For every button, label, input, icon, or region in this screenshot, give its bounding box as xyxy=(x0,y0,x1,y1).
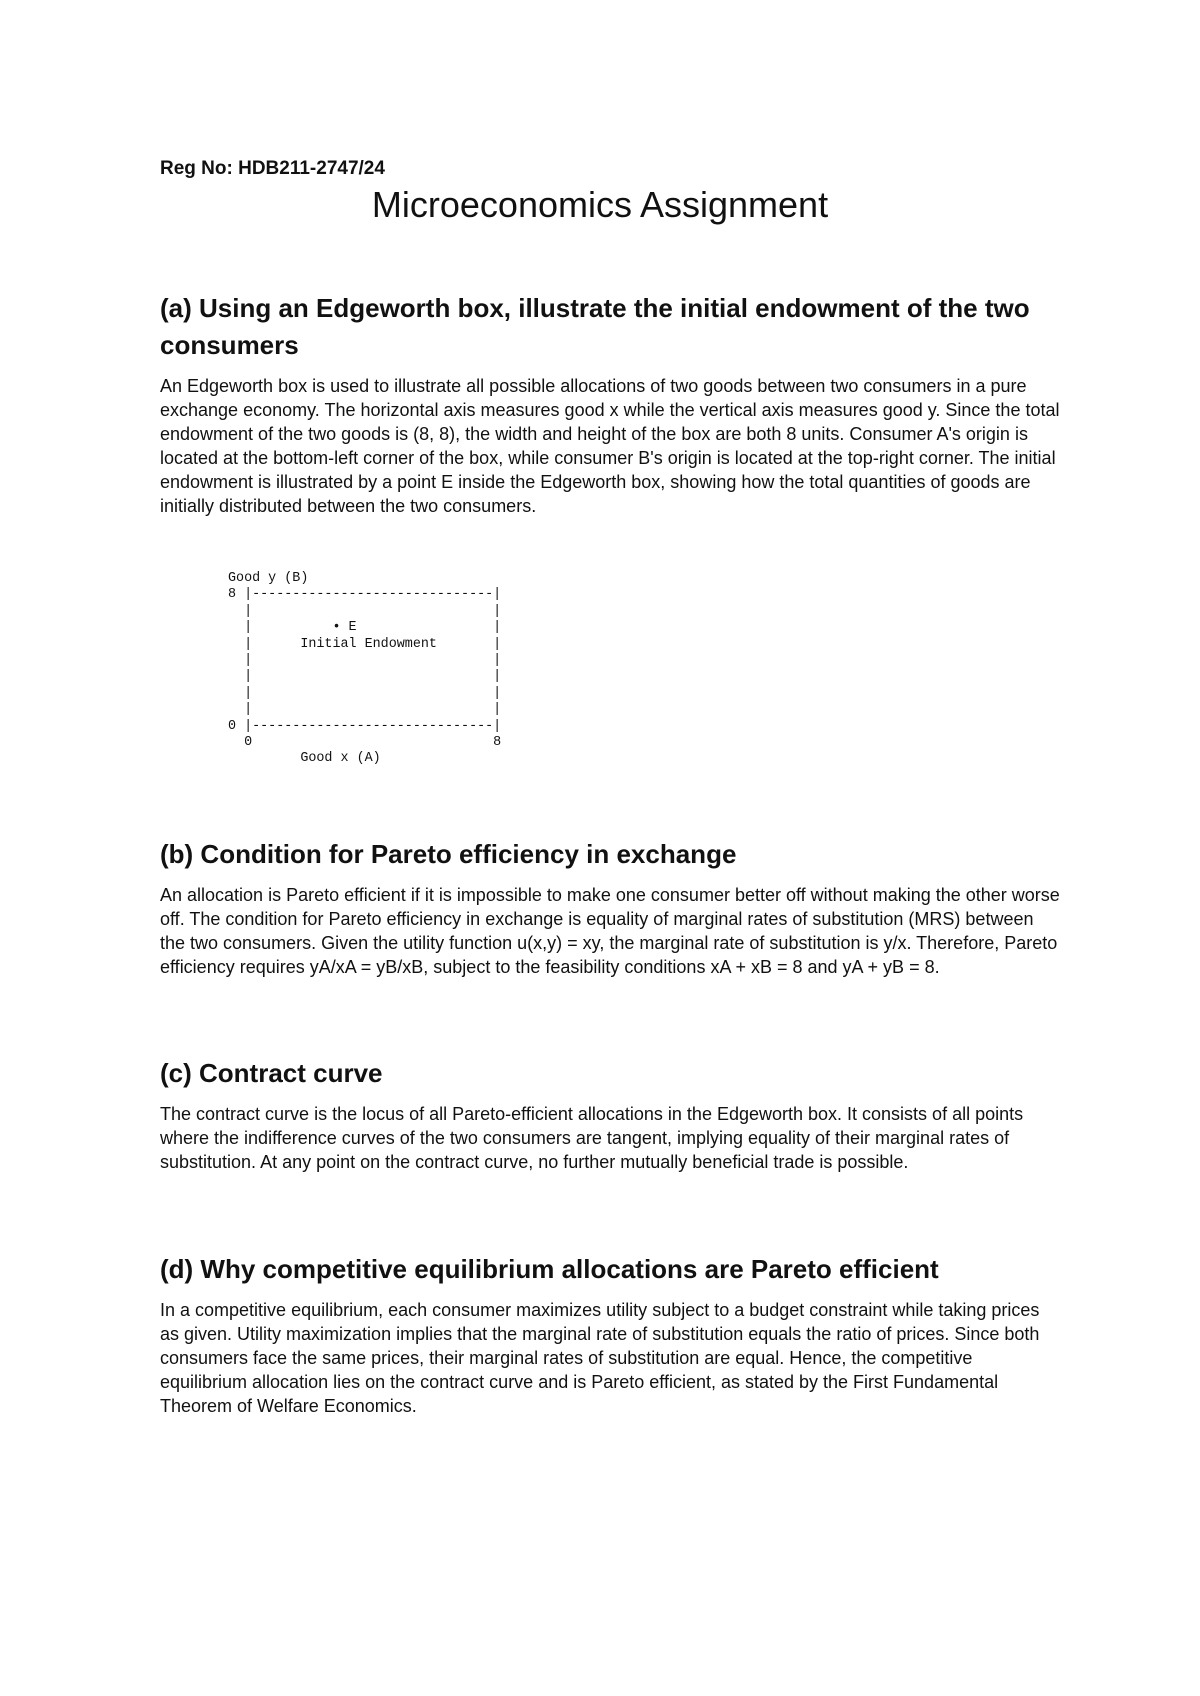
diagram-line: 0 |------------------------------| xyxy=(228,718,502,734)
edgeworth-box-diagram xyxy=(228,571,501,768)
section-d-heading: (d) Why competitive equilibrium allocations are Pareto efficient xyxy=(160,1254,939,1284)
section-c-heading: (c) Contract curve xyxy=(160,1058,383,1088)
diagram-line: 8 |------------------------------| xyxy=(228,587,502,603)
diagram-line: | | xyxy=(228,603,502,619)
section-a-body: An Edgeworth box is used to illustrate all possible allocations of two goods between two consumers in a pure exchange economy. The horizontal axis measures good x while the vertical axis measures good y. Since the total endowment of the two goods is (8, 8), the width and height of the box are both 8 units. Consumer A's origin is located at the bottom-left corner of the box, while consumer B's origin is located at the top-right corner. The initial endowment is illustrated by a point E inside the Edgeworth box, showing how the total quantities of goods are initially distributed between the two consumers. xyxy=(160,376,1060,516)
diagram-line: | | xyxy=(228,653,502,669)
section-a-heading: (a) Using an Edgeworth box, illustrate the initial endowment of the two consumers xyxy=(160,293,1030,360)
diagram-line: | | xyxy=(228,702,502,718)
diagram-line: 0 8 xyxy=(228,735,502,751)
diagram-line: Good x (A) xyxy=(228,751,381,767)
section-d xyxy=(160,1251,1060,1418)
section-a xyxy=(160,290,1060,518)
diagram-line: Good y (B) xyxy=(228,571,309,586)
diagram-line: | | xyxy=(228,685,502,701)
document-title: Microeconomics Assignment xyxy=(371,184,829,225)
registration-number: Reg No: HDB211-2747/24 xyxy=(160,158,385,179)
diagram-line: | Initial Endowment | xyxy=(228,636,502,652)
section-b-body: An allocation is Pareto efficient if it is impossible to make one consumer better off without making the other worse off. The condition for Pareto efficiency in exchange is equality of marginal rates of substitution (MRS) between the two consumers. Given the utility function u(x,y) = xy, the marginal rate of substitution is y/x. Therefore, Pareto efficiency requires yA/xA = yB/xB, subject to the feasibility conditions xA + xB = 8 and yA + yB = 8. xyxy=(160,885,1060,977)
diagram-line: | | xyxy=(228,669,502,685)
section-c-body: The contract curve is the locus of all Pareto-efficient allocations in the Edgeworth box. It consists of all points where the indifference curves of the two consumers are tangent, implying equality of their marginal rates of substitution. At any point on the contract curve, no further mutually beneficial trade is possible. xyxy=(160,1104,1024,1172)
section-d-body: In a competitive equilibrium, each consumer maximizes utility subject to a budget constraint while taking prices as given. Utility maximization implies that the marginal rate of substitution equals the ratio of prices. Since both consumers face the same prices, their marginal rates of substitution are equal. Hence, the competitive equilibrium allocation lies on the contract curve and is Pareto efficient, as stated by the First Fundamental Theorem of Welfare Economics. xyxy=(160,1300,1040,1416)
section-b-heading: (b) Condition for Pareto efficiency in exchange xyxy=(160,839,737,869)
section-b xyxy=(160,836,1060,979)
diagram-line: | • E | xyxy=(228,620,502,636)
section-c xyxy=(160,1055,1060,1174)
